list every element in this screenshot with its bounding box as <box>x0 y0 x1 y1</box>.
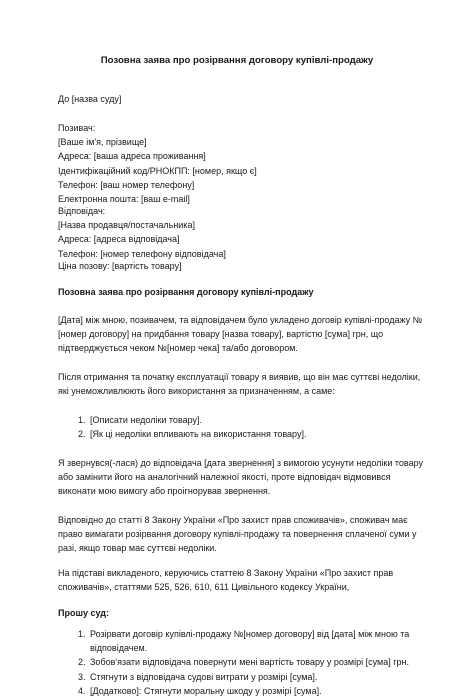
paragraph-1 <box>58 313 430 356</box>
defendant-heading: Відповідач: <box>58 206 106 216</box>
plaintiff-heading: Позивач: <box>58 123 96 133</box>
defects-list-block <box>58 413 430 441</box>
plaintiff-block <box>58 121 430 206</box>
plaintiff-phone: Телефон: [ваш номер телефону] <box>58 179 195 190</box>
claim-price: Ціна позову: [вартість товару] <box>58 261 182 271</box>
request-heading: Прошу суд: <box>58 608 109 618</box>
paragraph-text: [Дата] між мною, позивачем, та відповідачем було укладено договір купівлі-продажу №[номер договору] на придбання товару [назва товару], вартістю [сума] грн, що підтверджується чеком №[номер чека] та/або договором. <box>58 315 423 354</box>
defendant-block <box>58 204 430 261</box>
list-item: 2. [Як ці недоліки впливають на використання товару]. <box>88 427 430 441</box>
requests-list <box>58 627 430 698</box>
requests-list-block <box>58 627 430 698</box>
paragraph-text: Після отримання та початку експлуатації товару я виявив, що він має суттєві недоліки, які унеможливлюють його використання за призначенням, а саме: <box>58 372 421 397</box>
claim-subtitle: Позовна заява про розірвання договору купівлі-продажу <box>58 287 314 297</box>
paragraph-text: Відповідно до статті 8 Закону України «Про захист прав споживачів», споживач має право вимагати розірвання договору купівлі-продажу та повернення сплаченої суми у разі, якщо товар має суттєві недоліки. <box>58 515 417 554</box>
defendant-address: Адреса: [адреса відповідача] <box>58 234 180 245</box>
list-item: 1. Розірвати договір купівлі-продажу №[номер договору] від [дата] між мною та відповідачем. <box>88 627 430 655</box>
plaintiff-address: Адреса: [ваша адреса проживання] <box>58 151 206 162</box>
defendant-phone: Телефон: [номер телефону відповідача] <box>58 248 226 259</box>
document-title: Позовна заява про розірвання договору купівлі-продажу <box>100 55 374 66</box>
request-heading-block <box>58 606 430 620</box>
list-item: 1. [Описати недоліки товару]. <box>88 413 430 427</box>
paragraph-3 <box>58 456 430 499</box>
claim-price-block <box>58 259 430 273</box>
plaintiff-email: Електронна пошта: [ваш e-mail] <box>58 194 190 205</box>
list-item: 2. Зобов'язати відповідача повернути мені вартість товару у розмірі [сума] грн. <box>88 655 430 669</box>
list-item: 4. [Додатково]: Стягнути моральну шкоду у розмірі [сума]. <box>88 684 430 698</box>
plaintiff-id: Ідентифікаційний код/РНОКПП: [номер, якщо є] <box>58 165 257 176</box>
subtitle-block <box>58 285 430 299</box>
plaintiff-name: [Ваше ім'я, прізвище] <box>58 137 147 148</box>
list-item: 3. Стягнути з відповідача судові витрати у розмірі [сума]. <box>88 670 430 684</box>
to-court: До [назва суду] <box>58 94 122 104</box>
paragraph-4 <box>58 513 430 556</box>
paragraph-5 <box>58 566 430 594</box>
paragraph-text: Я звернувся(-лася) до відповідача [дата звернення] з вимогою усунути недоліки товару або замінити його на аналогічний належної якості, проте відповідач відмовився виконати мою вимогу або проігнорував звернення. <box>58 458 424 497</box>
paragraph-2 <box>58 370 430 398</box>
defendant-name: [Назва продавця/постачальника] <box>58 220 195 231</box>
paragraph-text: На підставі викладеного, керуючись статтею 8 Закону України «Про захист прав споживачів», статтями 525, 526, 610, 611 Цивільного кодексу України, <box>58 568 394 593</box>
court-line <box>58 92 430 106</box>
defects-list <box>58 413 430 441</box>
